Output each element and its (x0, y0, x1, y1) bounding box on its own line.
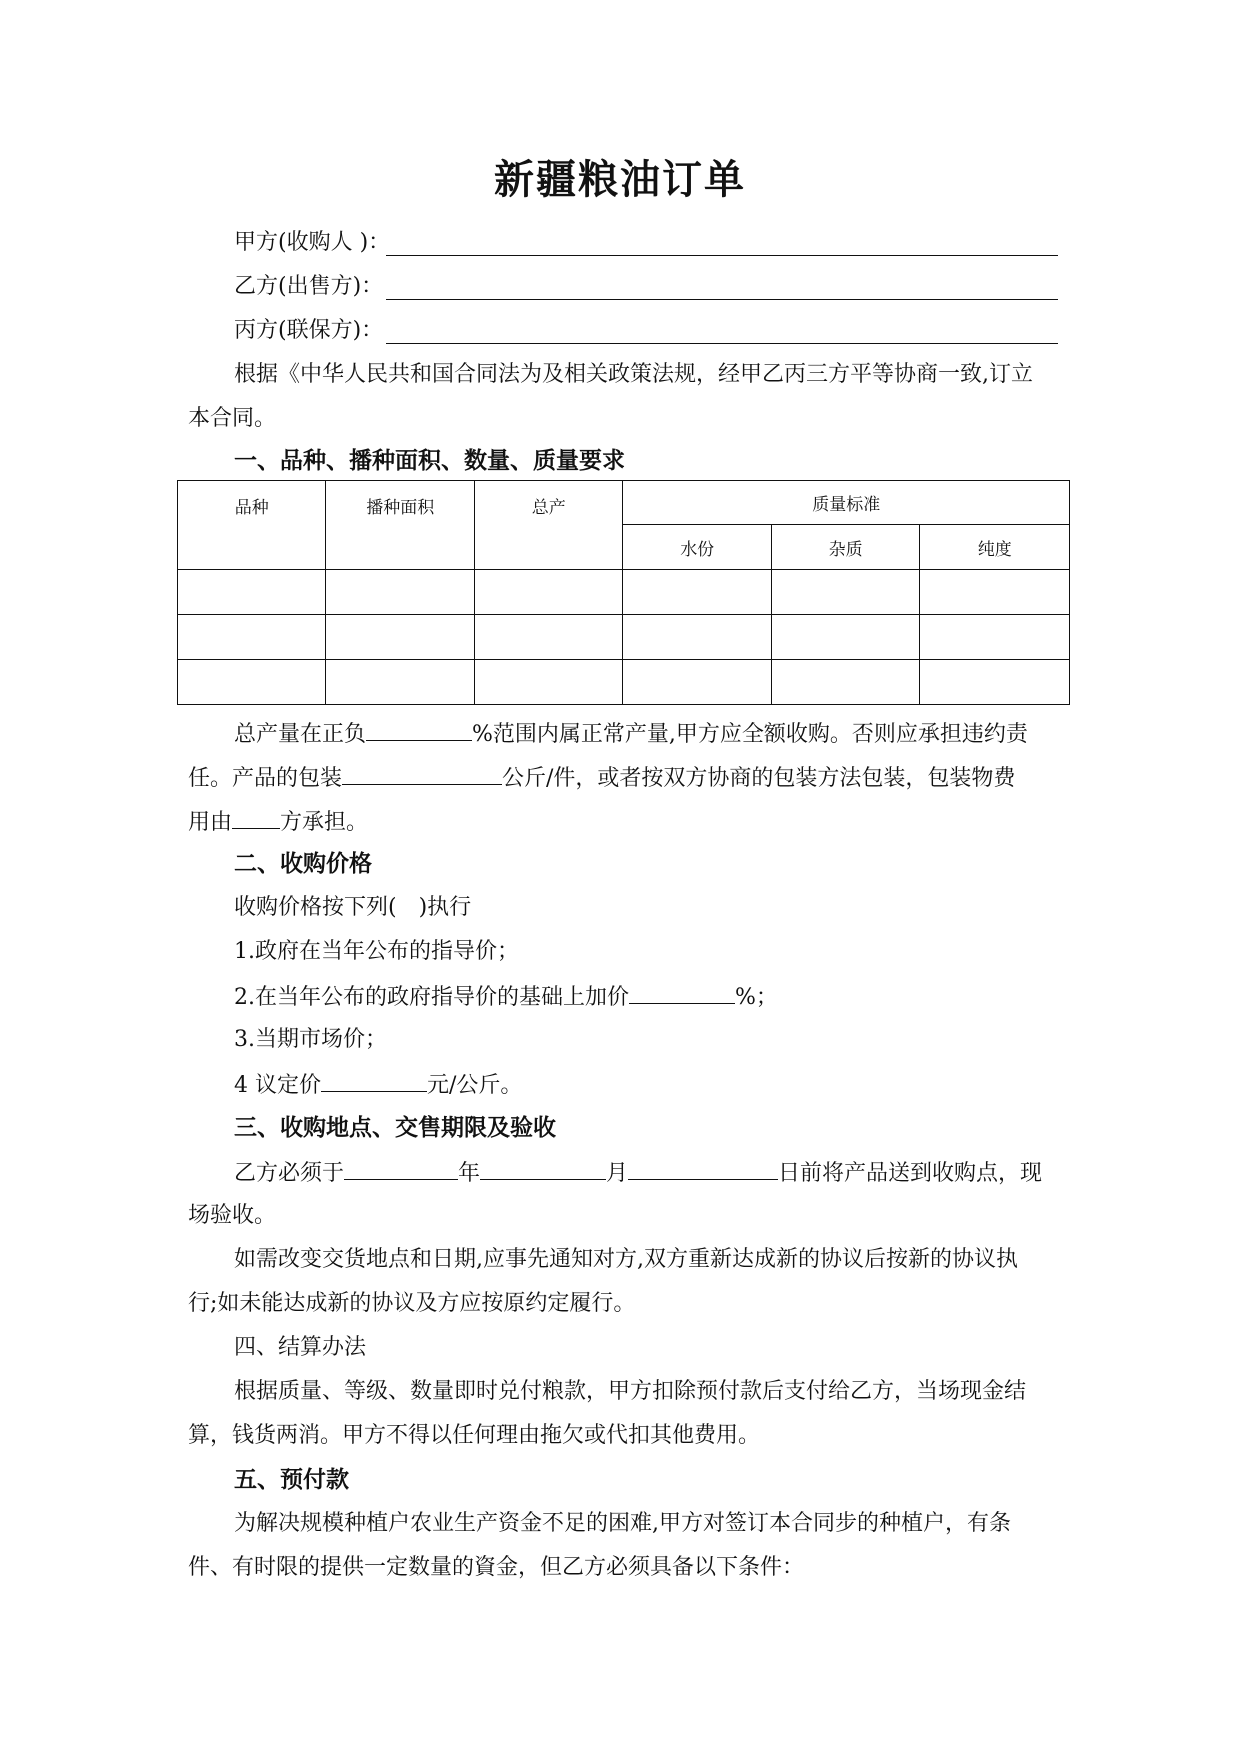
yield-paragraph-line-2 (188, 762, 1058, 794)
delivery-day-blank[interactable] (628, 1157, 778, 1180)
section3-heading: 三、收购地点、交售期限及验收 (234, 1114, 556, 1141)
table-cell[interactable] (920, 615, 1070, 660)
section5-heading: 五、预付款 (234, 1466, 349, 1493)
delivery-line-1 (234, 1157, 1058, 1189)
table-cell[interactable] (474, 615, 622, 660)
subheader-moisture: 水份 (623, 525, 771, 570)
text-span: 2.在当年公布的政府指导价的基础上加价 (234, 985, 629, 1010)
table-cell[interactable] (623, 660, 771, 705)
header-total: 总产 (474, 481, 622, 570)
text-span: %范围内属正常产量,甲方应全额收购。否则应承担违约责 (472, 722, 1028, 747)
intro-line-1: 根据《中华人民共和国合同法为及相关政策法规，经甲乙丙三方平等协商一致,订立 (234, 362, 1033, 387)
text-span: 用由 (188, 810, 233, 835)
text-span: 年 (458, 1161, 481, 1186)
party-a-field[interactable] (386, 255, 1058, 256)
delivery-month-blank[interactable] (480, 1157, 606, 1180)
party-b-label: 乙方(出售方)： (234, 274, 384, 299)
table-cell[interactable] (771, 660, 919, 705)
text-span: 公斤/件，或者按双方协商的包装方法包装，包装物费 (502, 766, 1016, 791)
table-cell[interactable] (920, 570, 1070, 615)
text-span: 日前将产品送到收购点，现 (778, 1161, 1043, 1186)
table-row (178, 615, 1070, 660)
change-line-1: 如需改变交货地点和日期,应事先通知对方,双方重新达成新的协议后按新的协议执 (234, 1247, 1018, 1272)
intro-line-2: 本合同。 (188, 406, 277, 431)
text-span: %； (735, 985, 778, 1010)
header-quality: 质量标准 (623, 481, 1070, 525)
subheader-purity: 纯度 (920, 525, 1070, 570)
party-c-field[interactable] (386, 343, 1058, 344)
settlement-line-1: 根据质量、等级、数量即时兑付粮款，甲方扣除预付款后支付给乙方，当场现金结 (234, 1379, 1027, 1404)
table-row (178, 570, 1070, 615)
prepayment-line-2: 件、有时限的提供一定数量的資金，但乙方必须具备以下条件： (188, 1555, 805, 1580)
price-option-1: 1.政府在当年公布的指导价； (234, 939, 519, 964)
table-cell[interactable] (474, 570, 622, 615)
table-cell[interactable] (178, 660, 326, 705)
packaging-party-blank[interactable] (232, 806, 280, 829)
text-span: 月 (606, 1161, 629, 1186)
price-option-3: 3.当期市场价； (234, 1027, 387, 1052)
header-variety: 品种 (178, 481, 326, 570)
table-cell[interactable] (920, 660, 1070, 705)
table-cell[interactable] (771, 570, 919, 615)
text-span: 4 议定价 (234, 1073, 321, 1098)
text-span: 方承担。 (280, 810, 369, 835)
section2-heading: 二、收购价格 (234, 850, 372, 877)
table-cell[interactable] (623, 570, 771, 615)
yield-paragraph-line-1 (234, 718, 1058, 750)
page-title: 新疆粮油订单 (494, 156, 746, 203)
change-line-2: 行;如未能达成新的协议及方应按原约定履行。 (188, 1291, 636, 1316)
party-a-label: 甲方(收购人 )： (234, 230, 391, 255)
table-cell[interactable] (623, 615, 771, 660)
text-span: 任。产品的包装 (188, 766, 343, 791)
price-option-2 (234, 981, 1058, 1013)
delivery-year-blank[interactable] (344, 1157, 458, 1180)
section4-heading: 四、结算办法 (234, 1335, 367, 1360)
table-cell[interactable] (474, 660, 622, 705)
table-cell[interactable] (326, 615, 474, 660)
table-cell[interactable] (178, 615, 326, 660)
text-span: 元/公斤。 (427, 1073, 523, 1098)
price-option-4 (234, 1069, 1058, 1101)
party-b-field[interactable] (386, 299, 1058, 300)
quality-table (177, 480, 1070, 705)
text-span: 总产量在正负 (234, 722, 367, 747)
table-row (178, 660, 1070, 705)
table-cell[interactable] (326, 660, 474, 705)
text-span: 乙方必须于 (234, 1161, 345, 1186)
section1-heading: 一、品种、播种面积、数量、质量要求 (234, 447, 625, 474)
delivery-line-2: 场验收。 (188, 1203, 277, 1228)
table-cell[interactable] (178, 570, 326, 615)
price-intro: 收购价格按下列( )执行 (234, 895, 472, 920)
subheader-impurity: 杂质 (771, 525, 919, 570)
header-area: 播种面积 (326, 481, 474, 570)
prepayment-line-1: 为解决规模种植户农业生产资金不足的困难,甲方对签订本合同步的种植户，有条 (234, 1511, 1011, 1536)
tolerance-blank[interactable] (366, 718, 472, 741)
table-cell[interactable] (326, 570, 474, 615)
party-c-label: 丙方(联保方)： (234, 318, 384, 343)
markup-blank[interactable] (629, 981, 735, 1004)
settlement-line-2: 算，钱货两消。甲方不得以任何理由拖欠或代扣其他费用。 (188, 1423, 761, 1448)
negotiated-price-blank[interactable] (321, 1069, 427, 1092)
packaging-weight-blank[interactable] (342, 762, 502, 785)
table-cell[interactable] (771, 615, 919, 660)
yield-paragraph-line-3 (188, 806, 1058, 838)
